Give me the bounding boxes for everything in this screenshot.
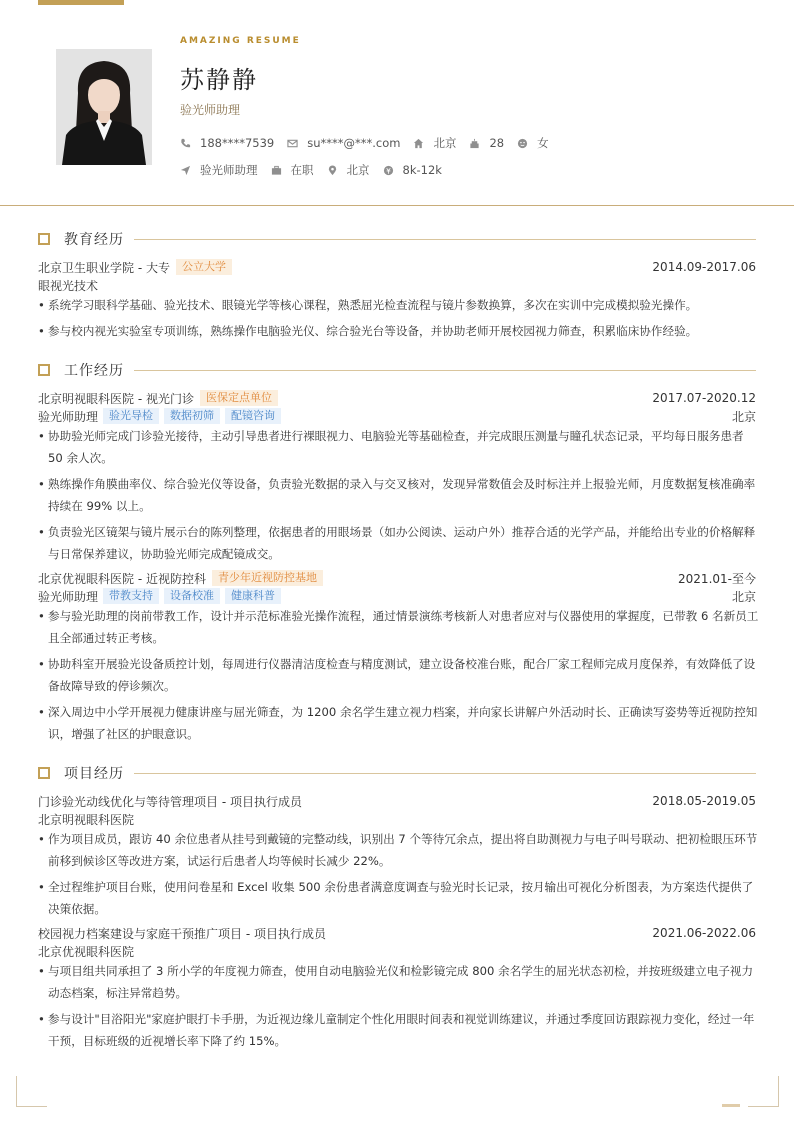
candidate-title: 验光师助理 xyxy=(180,103,241,117)
section-square-icon xyxy=(38,233,50,245)
job-bullet: • 负责验光区镜架与镜片展示台的陈列整理，依据患者的用眼场景（如办公阅读、运动户外）推荐合适的光学产品，并能给出专业的价格解释与日常保养建议，协助验光师完成配镜成交。 xyxy=(38,521,760,565)
company-name: 北京优视眼科医院 - 近视防控科 xyxy=(38,571,206,586)
section-divider xyxy=(134,239,756,240)
skill-tag: 数据初筛 xyxy=(164,408,220,424)
project-header-row xyxy=(38,925,756,941)
email-text: su****@***.com xyxy=(307,136,401,150)
projects-section-header xyxy=(38,763,756,783)
project-header-row xyxy=(38,793,756,809)
skill-tag: 配镜咨询 xyxy=(225,408,281,424)
email-item xyxy=(287,136,400,150)
company-tag: 青少年近视防控基地 xyxy=(212,570,323,586)
school-name: 北京卫生职业学院 - 大专 xyxy=(38,260,170,275)
intent-position-text: 验光师助理 xyxy=(200,163,258,177)
project-org-row xyxy=(38,811,756,827)
project-date: 2021.06-2022.06 xyxy=(652,926,756,940)
school-tag: 公立大学 xyxy=(176,259,232,275)
job-status-text: 在职 xyxy=(290,163,314,177)
bottom-accent-dash xyxy=(722,1104,740,1107)
intent-position-item xyxy=(180,162,258,178)
job-status-item xyxy=(271,162,314,178)
education-section-header xyxy=(38,229,756,249)
profile-photo xyxy=(56,49,152,165)
section-divider xyxy=(134,370,756,371)
work-section-header xyxy=(38,360,756,380)
job-location: 北京 xyxy=(731,589,756,604)
work-section-title: 工作经历 xyxy=(64,363,124,379)
corner-decoration-right xyxy=(748,1076,779,1107)
job-date: 2021.01-至今 xyxy=(678,571,756,586)
job-header-row xyxy=(38,570,756,586)
project-name: 门诊验光动线优化与等待管理项目 - 项目执行成员 xyxy=(38,794,302,809)
project-name: 校园视力档案建设与家庭干预推广项目 - 项目执行成员 xyxy=(38,926,326,941)
resume-tagline: AMAZING RESUME xyxy=(180,36,301,46)
job-bullet: • 参与验光助理的岗前带教工作，设计并示范标准验光操作流程，通过情景演练考核新人对患者应对与仪器使用的掌握度，已带教 6 名新员工且全部通过转正考核。 xyxy=(38,605,760,649)
cake-icon xyxy=(469,138,480,149)
intent-city-item xyxy=(327,162,370,178)
job-bullet: • 协助验光师完成门诊验光接待，主动引导患者进行裸眼视力、电脑验光等基础检查，并完成眼压测量与瞳孔状态记录，平均每日服务患者 50 余人次。 xyxy=(38,425,760,469)
job-role: 验光师助理 xyxy=(38,409,99,424)
location-pin-icon xyxy=(327,165,338,176)
residence-item xyxy=(413,135,456,151)
residence-text: 北京 xyxy=(433,136,457,150)
job-date: 2017.07-2020.12 xyxy=(652,391,756,405)
gender-text: 女 xyxy=(537,136,549,150)
project-org: 北京优视眼科医院 xyxy=(38,944,135,959)
phone-text: 188****7539 xyxy=(200,136,275,150)
skill-tag: 设备校准 xyxy=(164,588,220,604)
education-date: 2014.09-2017.06 xyxy=(652,260,756,274)
salary-text: 8k-12k xyxy=(402,163,442,177)
mail-icon xyxy=(287,138,298,149)
corner-decoration-left xyxy=(16,1076,47,1107)
job-role-row xyxy=(38,408,756,424)
job-role-row xyxy=(38,588,756,604)
briefcase-icon xyxy=(271,165,282,176)
intent-city-text: 北京 xyxy=(346,163,370,177)
home-icon xyxy=(413,138,424,149)
education-section-title: 教育经历 xyxy=(64,232,124,248)
project-date: 2018.05-2019.05 xyxy=(652,794,756,808)
resume-header xyxy=(0,0,794,206)
job-location: 北京 xyxy=(731,409,756,424)
phone-icon xyxy=(180,138,191,149)
phone-item xyxy=(180,136,274,150)
company-name: 北京明视眼科医院 - 视光门诊 xyxy=(38,391,194,406)
job-bullet: • 深入周边中小学开展视力健康讲座与屈光筛查，为 1200 余名学生建立视力档案，并向家长讲解户外活动时长、正确读写姿势等近视防控知识，增强了社区的护眼意识。 xyxy=(38,701,760,745)
salary-item xyxy=(383,163,442,177)
gender-item xyxy=(517,135,549,151)
section-square-icon xyxy=(38,364,50,376)
job-bullet: • 熟练操作角膜曲率仪、综合验光仪等设备，负责验光数据的录入与交叉核对，发现异常数值会及时标注并上报验光师，月度数据复核准确率持续在 99% 以上。 xyxy=(38,473,760,517)
project-bullet: • 与项目组共同承担了 3 所小学的年度视力筛查，使用自动电脑验光仪和检影镜完成 800 余名学生的屈光状态初检，并按班级建立电子视力动态档案，标注异常趋势。 xyxy=(38,960,760,1004)
education-bullet: • 系统学习眼科学基础、验光技术、眼镜光学等核心课程，熟悉屈光检查流程与镜片参数换算，多次在实训中完成模拟验光操作。 xyxy=(38,294,760,316)
job-header-row xyxy=(38,390,756,406)
job-bullet: • 协助科室开展验光设备质控计划，每周进行仪器清洁度检查与精度测试，建立设备校准台账，配合厂家工程师完成月度保养，有效降低了设备故障导致的停诊频次。 xyxy=(38,653,760,697)
project-org-row xyxy=(38,943,756,959)
section-divider xyxy=(134,773,756,774)
project-bullet: • 全过程维护项目台账，使用问卷星和 Excel 收集 500 余份患者满意度调查与验光时长记录，按月输出可视化分析图表，为方案迭代提供了决策依据。 xyxy=(38,876,760,920)
project-bullet: • 作为项目成员，跟访 40 余位患者从挂号到戴镜的完整动线，识别出 7 个等待冗余点，提出将自助测视力与电子叫号联动、把初检眼压环节前移到候诊区等改进方案，试运行后患者人均等候时长减少 22%。 xyxy=(38,828,760,872)
gender-icon xyxy=(517,138,528,149)
company-tag: 医保定点单位 xyxy=(200,390,278,406)
age-text: 28 xyxy=(489,136,505,150)
project-org: 北京明视眼科医院 xyxy=(38,812,135,827)
send-icon xyxy=(180,165,191,176)
major-row xyxy=(38,277,756,293)
job-role: 验光师助理 xyxy=(38,589,99,604)
projects-section-title: 项目经历 xyxy=(64,766,124,782)
contact-info-row xyxy=(180,135,562,151)
project-bullet: • 参与设计"目浴阳光"家庭护眼打卡手册，为近视边缘儿童制定个性化用眼时间表和视觉训练建议，并通过季度回访跟踪视力变化，经过一年干预，目标班级的近视增长率下降了约 15%。 xyxy=(38,1008,760,1052)
skill-tag: 验光导检 xyxy=(103,408,159,424)
education-row xyxy=(38,259,756,275)
job-intent-row xyxy=(180,162,455,178)
skill-tag: 带教支持 xyxy=(103,588,159,604)
skill-tag: 健康科普 xyxy=(225,588,281,604)
candidate-name: 苏静静 xyxy=(180,66,258,94)
section-square-icon xyxy=(38,767,50,779)
salary-icon xyxy=(383,165,394,176)
education-bullet: • 参与校内视光实验室专项训练，熟练操作电脑验光仪、综合验光台等设备，并协助老师开展校园视力筛查，积累临床协作经验。 xyxy=(38,320,760,342)
major-name: 眼视光技术 xyxy=(38,278,99,293)
age-item xyxy=(469,136,504,150)
